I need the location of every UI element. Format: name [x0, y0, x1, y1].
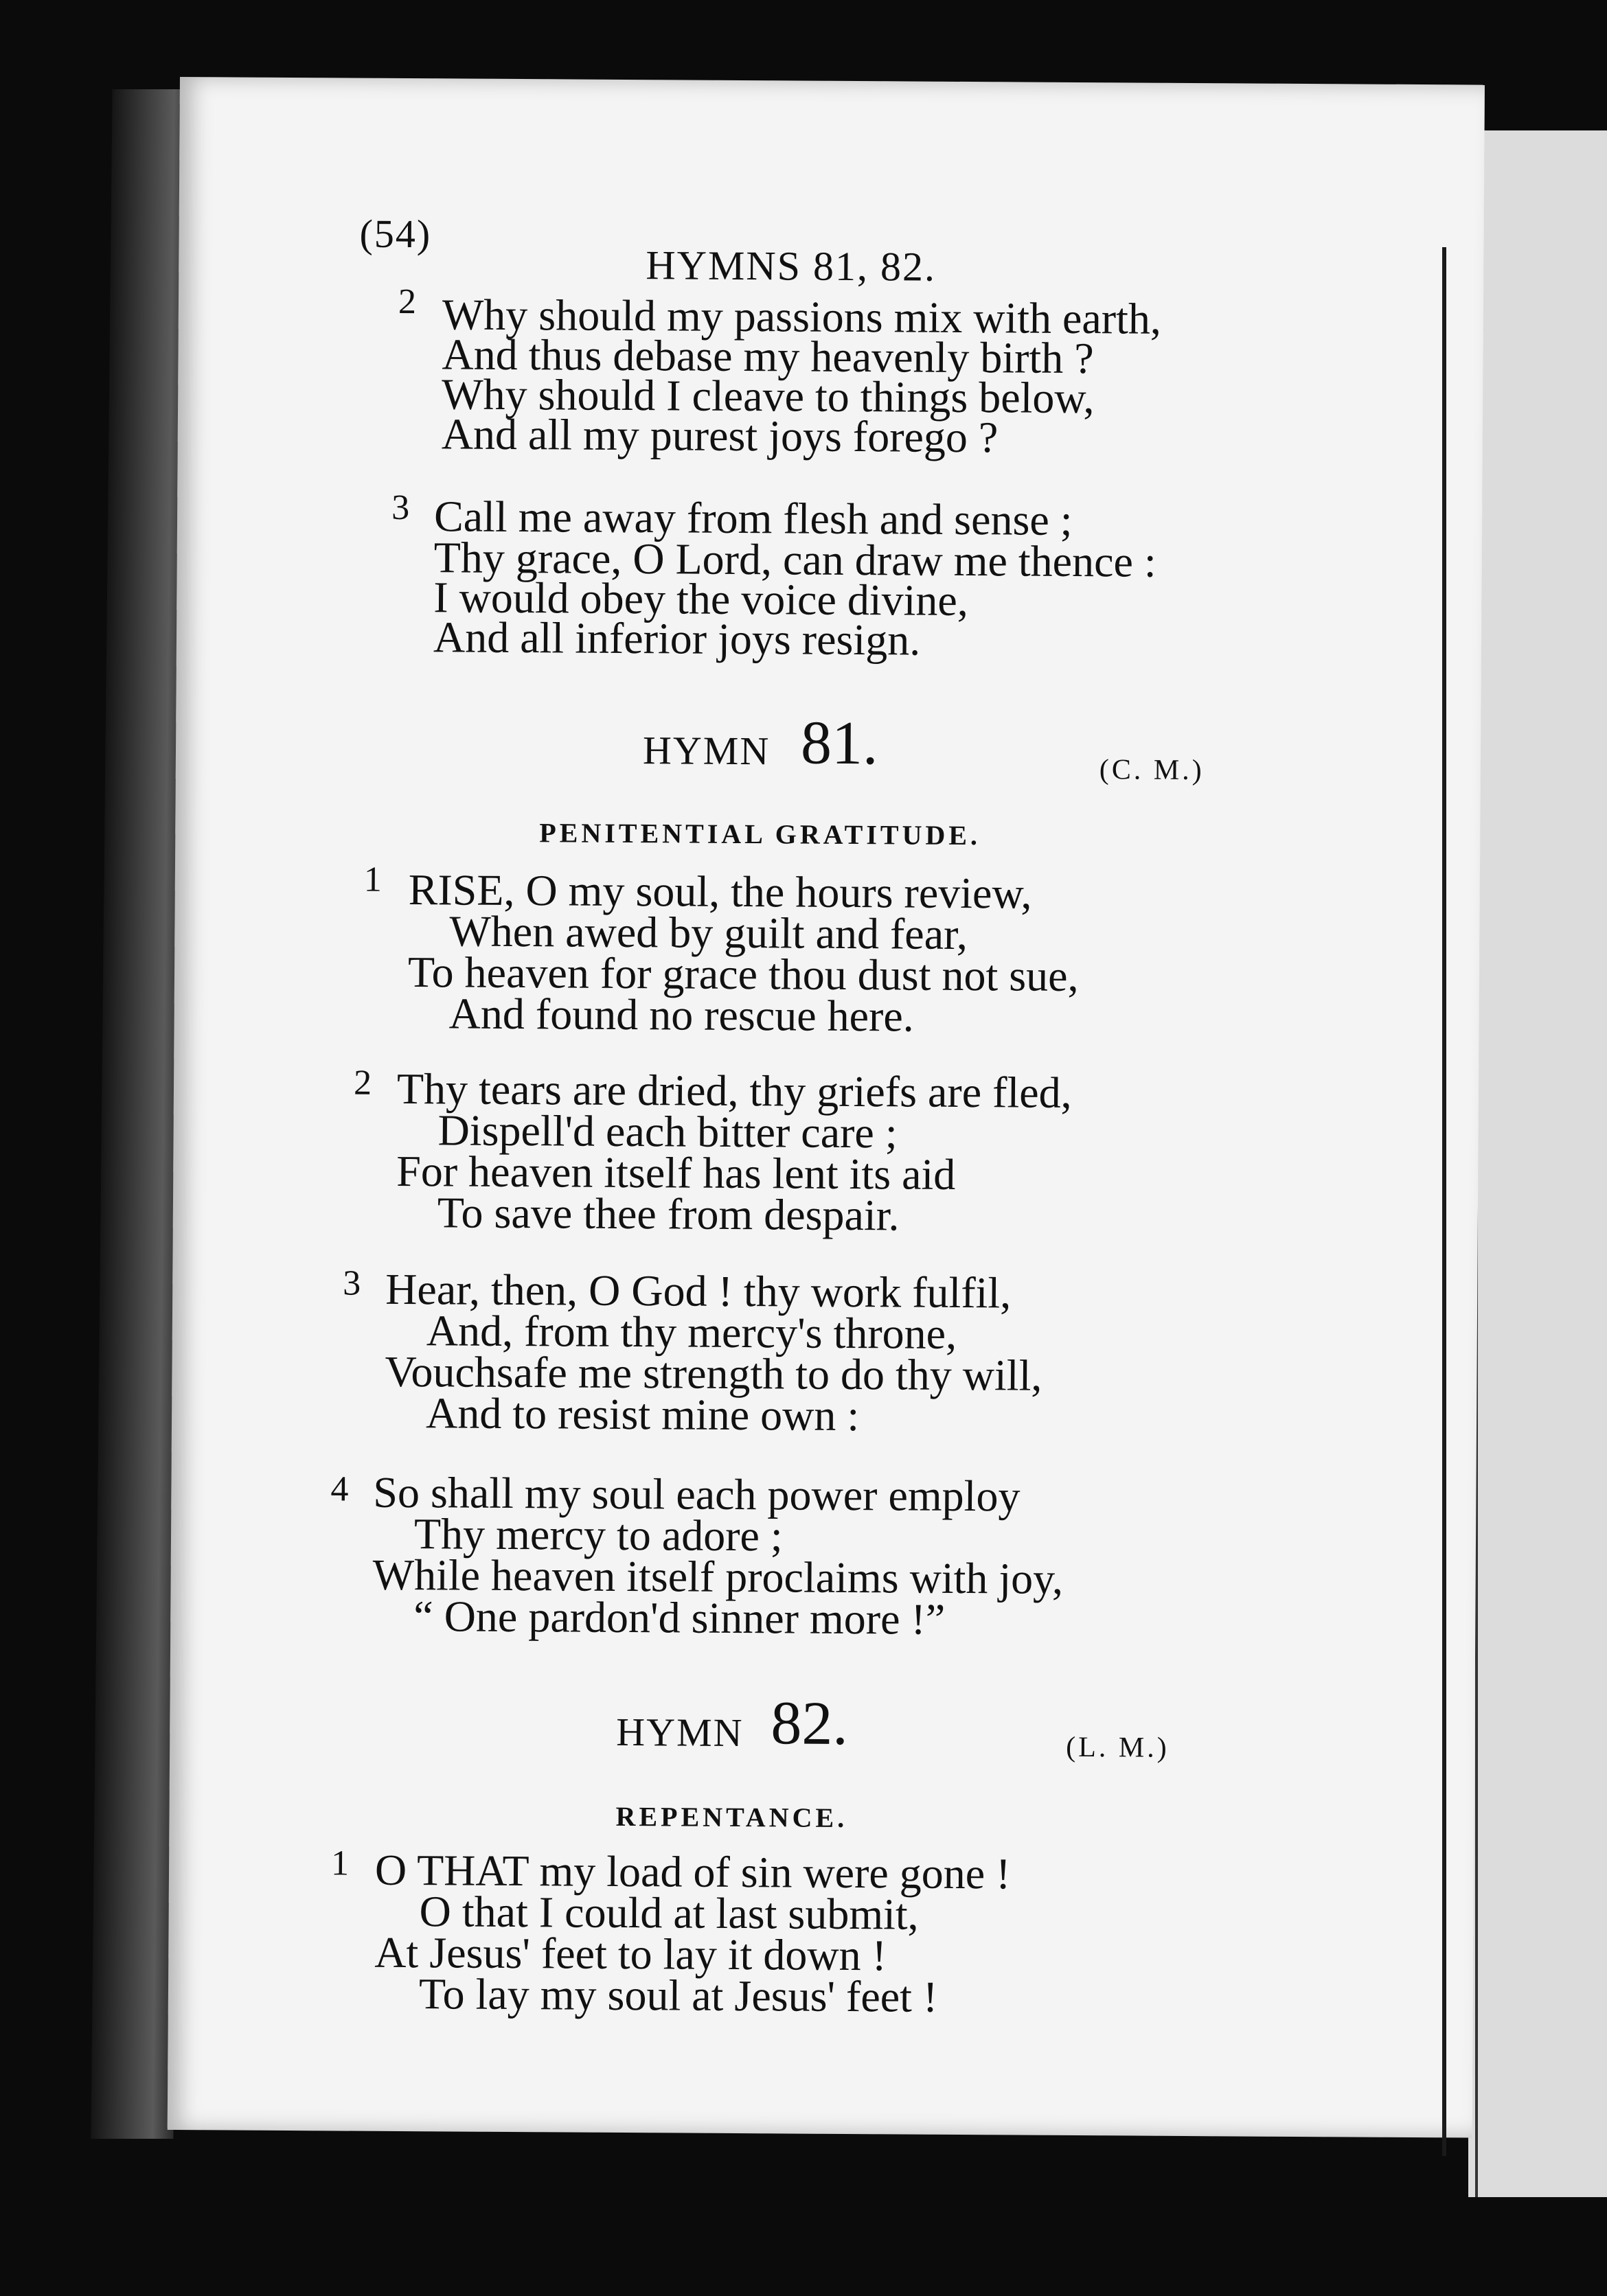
verse-line: “ One pardon'd sinner more !” [413, 1592, 946, 1644]
hymn-number: 82. [771, 1689, 849, 1758]
verse-line: So shall my soul each power employ [373, 1467, 1021, 1521]
hymn-meter: (C. M.) [1099, 754, 1205, 787]
verse-line: And thus debase my heavenly birth ? [442, 330, 1094, 383]
facing-page-edge [1468, 130, 1607, 2197]
hymn-number: 81. [800, 709, 878, 778]
verse-line: Thy tears are dried, thy griefs are fled, [396, 1064, 1072, 1117]
stanza-number: 1 [363, 860, 383, 899]
stanza-number: 3 [391, 487, 410, 528]
hymn-82-title: REPENTANCE. [615, 1800, 848, 1833]
running-title: HYMNS 81, 82. [646, 242, 937, 290]
verse-line: For heaven itself has lent its aid [396, 1146, 956, 1199]
verse-line: At Jesus' feet to lay it down ! [374, 1927, 887, 1980]
hymn-label: HYMN [642, 728, 771, 774]
book-page [168, 77, 1485, 2138]
verse-line: Call me away from flesh and sense ; [433, 492, 1073, 544]
hymn-meter: (L. M.) [1066, 1731, 1170, 1764]
verse-line: I would obey the voice divine, [433, 573, 969, 625]
stanza-number: 4 [330, 1469, 349, 1509]
verse-line: Why should my passions mix with earth, [442, 290, 1162, 343]
verse-line: Hear, then, O God ! thy work fulfil, [385, 1264, 1012, 1318]
verse-line: And found no rescue here. [448, 989, 914, 1041]
gutter-shadow-line [1442, 247, 1446, 2156]
verse-line: When awed by guilt and fear, [449, 906, 968, 959]
verse-line: And all inferior joys resign. [433, 612, 921, 665]
stanza-number: 2 [398, 282, 417, 322]
stanza-number: 1 [330, 1844, 350, 1883]
verse-line: While heaven itself proclaims with joy, [372, 1550, 1064, 1603]
verse-line: And all my purest joys forego ? [441, 409, 999, 462]
stanza-number: 3 [343, 1263, 361, 1303]
page-number: (54) [359, 211, 432, 257]
verse-line: O that I could at last submit, [419, 1887, 919, 1939]
verse-line: Thy grace, O Lord, can draw me thence : [433, 533, 1156, 586]
verse-line: O THAT my load of sin were gone ! [374, 1845, 1011, 1898]
stanza-number: 2 [353, 1063, 372, 1103]
hymn-label: HYMN [616, 1709, 744, 1756]
verse-line: And to resist mine own : [425, 1388, 860, 1440]
verse-line: Thy mercy to adore ; [413, 1509, 783, 1561]
hymn-81-title: PENITENTIAL GRATITUDE. [539, 817, 981, 851]
verse-line: Dispell'd each bitter care ; [437, 1105, 898, 1158]
verse-line: Why should I cleave to things below, [441, 369, 1095, 423]
verse-line: To save thee from despair. [437, 1188, 900, 1240]
verse-line: And, from thy mercy's throne, [426, 1306, 957, 1358]
verse-line: To heaven for grace thou dust not sue, [407, 948, 1079, 1001]
verse-line: Vouchsafe me strength to do thy will, [385, 1346, 1042, 1400]
verse-line: RISE, O my soul, the hours review, [408, 865, 1032, 918]
verse-line: To lay my soul at Jesus' feet ! [418, 1969, 938, 2021]
